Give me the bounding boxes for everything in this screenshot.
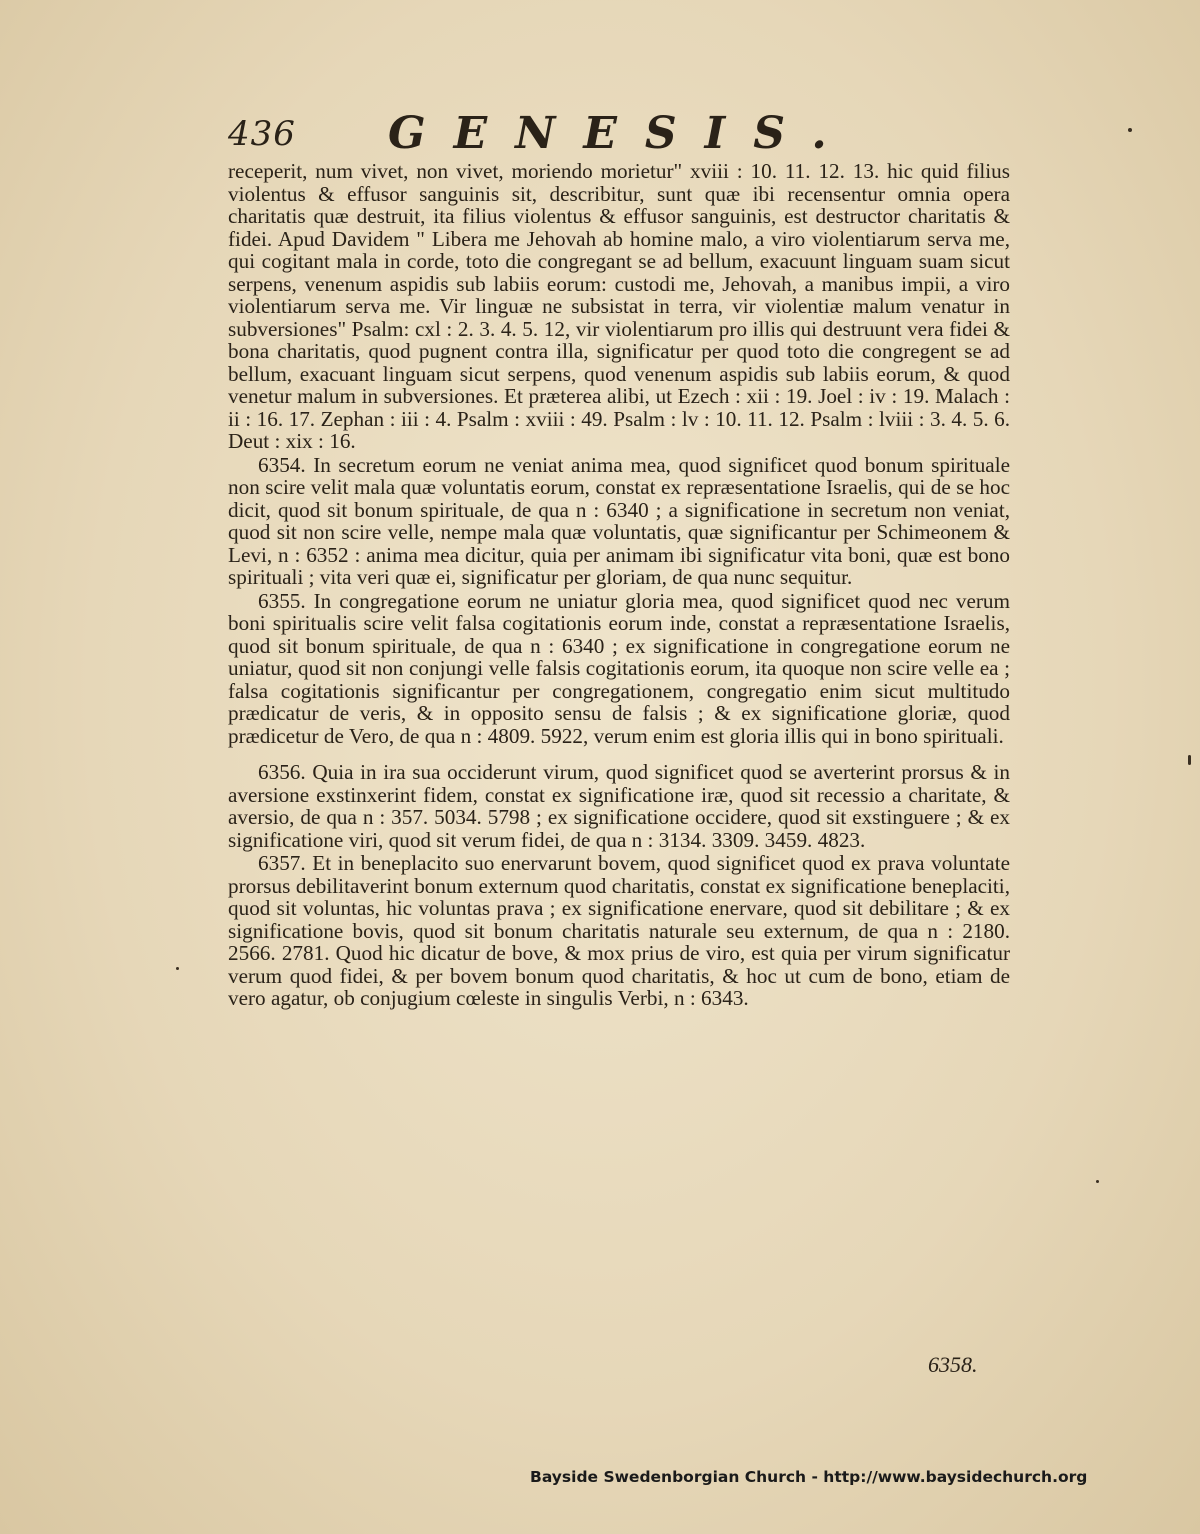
body-text <box>228 160 1010 1010</box>
paragraph-6356: 6356. Quia in ira sua occiderunt virum, quod significet quod se averterint prorsus & in aversione exstinxerint fidem, constat ex significatione iræ, quod sit recessio a charitate, & aversio, de qua n : 357. 5034. 5798 ; ex significatione occidere, quod sit exstinguere ; & ex significatione viri, quod sit verum fidei, de qua n : 3134. 3309. 3459. 4823. <box>228 760 1010 852</box>
page-number: 436 <box>228 114 296 154</box>
page-header <box>228 108 1008 160</box>
paragraph-6354: 6354. In secretum eorum ne veniat anima mea, quod significet quod bonum spirituale non scire velit mala quæ voluntatis eorum, constat ex repræsentatione Israelis, qui de se hoc dicit, quod sit bonum spirituale, de qua n : 6340 ; a significatione in secretum non veniat, quod sit non scire velle, nempe mala quæ voluntatis, quæ significantur per Schimeonem & Levi, n : 6352 : anima mea dicitur, quia per animam ibi significatur vita boni, quæ est bono spirituali ; vita veri quæ ei, significatur per gloriam, de qua nunc sequitur. <box>228 452 1010 589</box>
ink-speck <box>1128 128 1132 132</box>
ink-speck <box>176 967 179 970</box>
ink-speck <box>1188 755 1191 765</box>
paragraph-continuation: receperit, num vivet, non vivet, moriendo morietur" xviii : 10. 11. 12. 13. hic quid filius violentus & effusor sanguinis sit, describitur, sunt quæ ibi recensentur omnia opera charitatis quæ destruit, ita filius violentus & effusor sanguinis, est destructor charitatis & fidei. Apud Davidem " Libera me Jehovah ab homine malo, a viro violentiarum serva me, qui cogitant mala in corde, toto die congregant se ad bellum, exacuunt linguam suam sicut serpens, venenum aspidis sub labiis eorum: custodi me, Jehovah, a manibus impii, a viro violentiarum serva me. Vir linguæ ne subsistat in terra, vir violentiæ malum venatur in subversiones" Psalm: cxl : 2. 3. 4. 5. 12, vir violentiarum pro illis qui destruunt vera fidei & bona charitatis, quod pugnent contra illa, significatur per quod toto die congregent se ad bellum, exacuant linguam sicut serpens, quod venenum aspidis sub labiis eorum, & quod venetur malum in subversiones. Et præterea alibi, ut Ezech : xii : 19. Joel : iv : 19. Malach : ii : 16. 17. Zephan : iii : 4. Psalm : xviii : 49. Psalm : lv : 10. 11. 12. Psalm : lviii : 3. 4. 5. 6. Deut : xix : 16. <box>228 159 1010 453</box>
paragraph-6355: 6355. In congregatione eorum ne uniatur gloria mea, quod significet quod nec verum boni spiritualis scire velit falsa cogitationis eorum inde, constat a repræsentatione Israelis, quod sit bonum spirituale, de qua n : 6340 ; ex significatione in congregatione eorum ne uniatur, quod sit non conjungi velle falsis cogitationis eorum, ita quoque non scire velle ea ; falsa cogitationis significantur per congregationem, congregatio enim sicut multitudo prædicatur de veris, & in opposito sensu de falsis ; & ex significatione gloriæ, quod prædicetur de Vero, de qua n : 4809. 5922, verum enim est gloria illis qui in bono spirituali. <box>228 588 1010 748</box>
running-title: GENESIS. <box>388 108 855 159</box>
paragraph-6357: 6357. Et in beneplacito suo enervarunt bovem, quod significet quod ex prava voluntate prorsus debilitaverint bonum externum quod charitatis, constat ex significatione beneplaciti, quod sit voluntas, hic voluntas prava ; ex significatione enervare, quod sit debilitare ; & ex significatione bovis, quod sit bonum charitatis naturale seu externum, de qua n : 2180. 2566. 2781. Quod hic dicatur de bove, & mox prius de viro, est quia per virum significatur verum quod fidei, & per bovem bonum quod charitatis, & hoc ut cum de bono, etiam de vero agatur, ob conjugium cœleste in singulis Verbi, n : 6343. <box>228 851 1010 1010</box>
catchword: 6358. <box>928 1352 978 1377</box>
ink-speck <box>1096 1180 1099 1183</box>
footer-credit: Bayside Swedenborgian Church - http://www.baysidechurch.org <box>530 1468 1088 1486</box>
